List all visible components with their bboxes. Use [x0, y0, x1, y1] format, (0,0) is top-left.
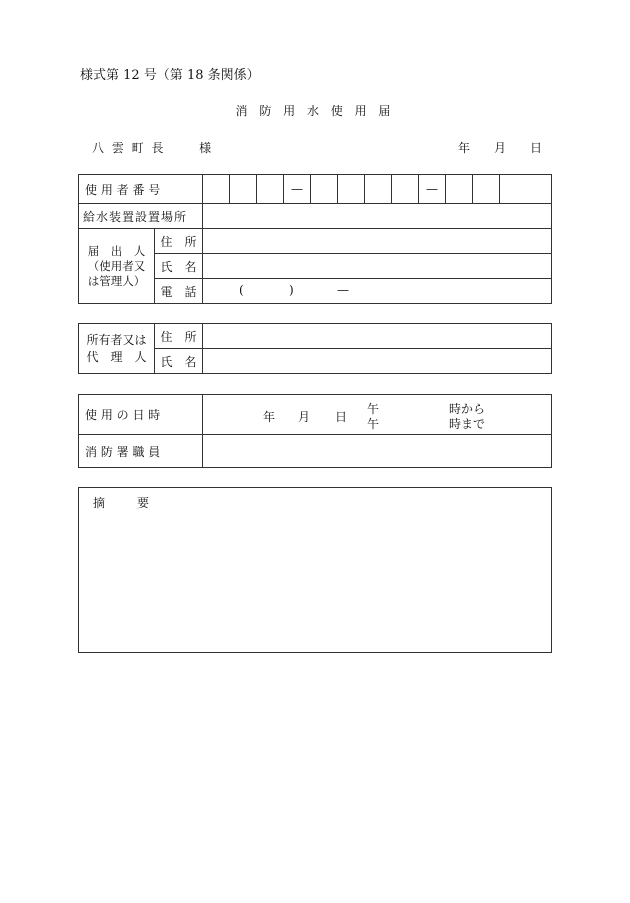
owner-table — [78, 323, 552, 374]
user-number-digits[interactable] — [203, 175, 552, 204]
summary-label: 摘 要 — [93, 496, 160, 510]
installation-field[interactable] — [203, 204, 552, 229]
form-number: 様式第 12 号（第 18 条関係） — [80, 68, 260, 83]
usage-ampm-2: 午 — [367, 416, 380, 431]
applicant-name-field[interactable] — [203, 254, 552, 279]
digit-box[interactable] — [364, 175, 391, 203]
fire-staff-field[interactable] — [203, 435, 552, 468]
separator-dash: — — [418, 175, 445, 203]
installation-label-cell — [79, 204, 203, 229]
fire-staff-label-cell — [79, 435, 203, 468]
phone-dash: — — [337, 283, 350, 297]
addressee-name: 八 雲 町 長 — [92, 141, 166, 155]
usage-datetime-label-cell — [79, 395, 203, 435]
applicant-phone-field[interactable] — [203, 279, 552, 304]
date-year-label: 年 — [458, 141, 471, 155]
usage-month-label: 月 — [298, 409, 311, 424]
applicant-table — [78, 174, 552, 304]
separator-dash: — — [283, 175, 310, 203]
owner-label-line1: 所有者又は — [86, 332, 147, 347]
user-number-label: 使 用 者 番 号 — [85, 182, 161, 197]
owner-address-field[interactable] — [203, 324, 552, 349]
owner-name-field[interactable] — [203, 349, 552, 374]
date-day-label: 日 — [530, 141, 543, 155]
user-number-row — [79, 175, 552, 204]
phone-open-paren: ( — [239, 283, 244, 297]
applicant-name-label: 氏 名 — [155, 254, 203, 279]
date-month-label: 月 — [494, 141, 507, 155]
usage-datetime-row — [79, 395, 552, 435]
applicant-address-row — [79, 229, 552, 254]
digit-box[interactable] — [256, 175, 283, 203]
usage-year-label: 年 — [263, 409, 276, 424]
digit-box[interactable] — [445, 175, 472, 203]
digit-box[interactable] — [337, 175, 364, 203]
applicant-label-cell — [79, 229, 155, 304]
digit-box[interactable] — [229, 175, 256, 203]
applicant-label-line3: は管理人） — [87, 273, 146, 288]
applicant-address-label: 住 所 — [155, 229, 203, 254]
digit-box[interactable] — [472, 175, 500, 203]
digit-box[interactable] — [203, 175, 229, 203]
owner-label-line2: 代 理 人 — [86, 349, 147, 364]
usage-ampm-1: 午 — [367, 401, 380, 416]
addressee — [92, 139, 213, 156]
applicant-label-line1: 届 出 人 — [87, 243, 146, 258]
applicant-address-field[interactable] — [203, 229, 552, 254]
document-title: 消 防 用 水 使 用 届 — [235, 104, 395, 118]
user-number-label-cell — [79, 175, 203, 204]
usage-until-label: 時まで — [449, 416, 486, 431]
fire-staff-row — [79, 435, 552, 468]
phone-close-paren: ) — [289, 283, 294, 297]
usage-day-label: 日 — [335, 409, 348, 424]
digit-box[interactable] — [391, 175, 418, 203]
fire-staff-label: 消 防 署 職 員 — [85, 444, 161, 459]
usage-datetime-label: 使 用 の 日 時 — [85, 408, 161, 422]
summary-box[interactable] — [78, 487, 552, 653]
installation-label: 給水装置設置場所 — [83, 209, 188, 224]
owner-address-label: 住 所 — [155, 324, 203, 349]
applicant-label-line2: （使用者又 — [87, 258, 146, 273]
applicant-phone-label: 電 話 — [155, 279, 203, 304]
digit-box[interactable] — [310, 175, 337, 203]
usage-datetime-field[interactable] — [203, 395, 552, 435]
usage-table — [78, 394, 552, 468]
addressee-honorific: 様 — [199, 141, 214, 155]
usage-from-label: 時から — [449, 401, 486, 416]
owner-label-cell — [79, 324, 155, 374]
installation-row — [79, 204, 552, 229]
owner-address-row — [79, 324, 552, 349]
owner-name-label: 氏 名 — [155, 349, 203, 374]
